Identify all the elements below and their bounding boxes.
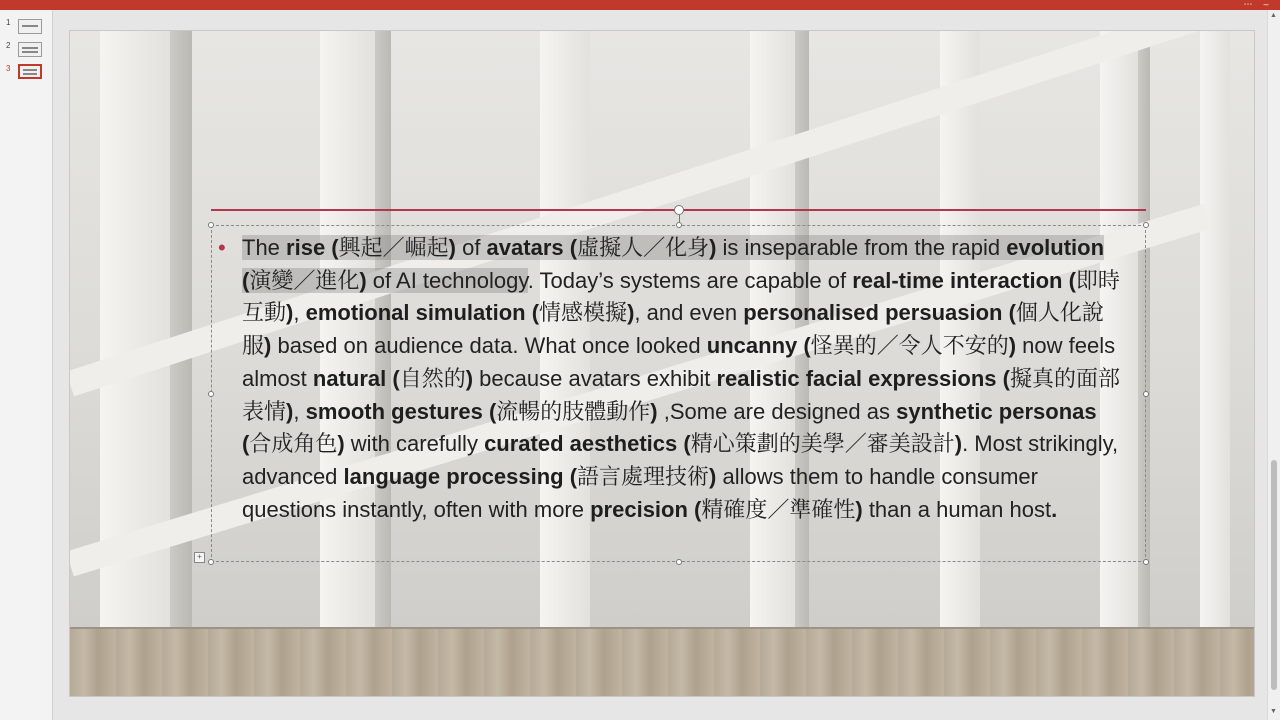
bold-term: real-time interaction (: [852, 267, 1076, 293]
slide-thumbnail-3[interactable]: [18, 64, 42, 79]
bold-term: natural (: [312, 365, 400, 391]
resize-handle-top[interactable]: [676, 222, 682, 228]
text-run: 精確度／準確性: [701, 496, 856, 522]
vertical-scrollbar[interactable]: [1267, 10, 1280, 720]
bold-term: language processing (: [343, 463, 578, 489]
text-run: 自然的: [399, 365, 466, 391]
bold-term: ): [286, 398, 294, 424]
resize-handle-right[interactable]: [1143, 391, 1149, 397]
text-run: 怪異的／令人不安的: [810, 333, 1009, 359]
text-run: . Most strikingly, advanced: [242, 431, 1119, 489]
text-run: based on audience data. What once looked: [271, 333, 707, 359]
bold-term: .: [1051, 496, 1058, 522]
slide-canvas[interactable]: [69, 30, 1255, 697]
rotate-handle-icon[interactable]: [674, 205, 684, 215]
body-paragraph[interactable]: [242, 232, 1132, 526]
scroll-up-icon[interactable]: ▲: [1270, 12, 1277, 19]
bold-term: emotional simulation (: [305, 300, 540, 326]
text-run: 虛擬人／化身: [577, 235, 710, 260]
text-run: 演變／進化: [249, 267, 360, 293]
resize-handle-bottom-right[interactable]: [1143, 559, 1149, 565]
text-run: 即時互動: [242, 267, 1120, 326]
bold-term: ): [650, 398, 658, 424]
text-run: than a human host: [862, 496, 1052, 522]
title-bar: [0, 0, 1280, 10]
text-run: now feels almost: [242, 333, 1116, 391]
layout-options-icon[interactable]: +: [194, 552, 205, 563]
bold-term: evolution (: [242, 235, 1105, 293]
text-run: is inseparable from the rapid: [716, 235, 1007, 260]
text-run: of: [455, 235, 487, 260]
bold-term: ): [465, 365, 474, 391]
resize-handle-top-right[interactable]: [1143, 222, 1149, 228]
bold-term: ): [709, 235, 717, 260]
text-run: . Today’s systems are capable of: [527, 267, 853, 293]
text-run: , and even: [634, 300, 744, 326]
text-run: with carefully: [344, 431, 485, 457]
bold-term: ): [337, 431, 345, 457]
text-run: 個人化說服: [242, 300, 1104, 359]
bold-term: (: [677, 431, 691, 457]
scroll-down-icon[interactable]: ▼: [1270, 708, 1277, 715]
text-run: 情感模擬: [539, 300, 628, 326]
text-run: 語言處理技術: [577, 463, 710, 489]
bold-term: ): [954, 431, 963, 457]
thumbnail-number: 3: [6, 64, 11, 73]
bullet-marker: •: [218, 235, 226, 260]
bold-term: ): [448, 235, 456, 260]
text-run: The: [242, 235, 287, 260]
bold-term: avatars (: [486, 235, 578, 260]
bold-term: synthetic personas (: [242, 398, 1097, 457]
resize-handle-bottom-left[interactable]: [208, 559, 214, 565]
resize-handle-left[interactable]: [208, 391, 214, 397]
minimize-button[interactable]: –: [1263, 0, 1269, 9]
bold-term: precision (: [590, 496, 702, 522]
background-pillar: [1200, 31, 1230, 627]
bold-term: curated aesthetics: [484, 431, 678, 457]
background-floor: [70, 627, 1254, 697]
text-run: 擬真的面部表情: [242, 365, 1120, 424]
text-run: allows them to handle consumer questions instantly, often with more: [242, 463, 1038, 522]
scrollbar-thumb[interactable]: [1271, 460, 1277, 690]
resize-handle-bottom[interactable]: [676, 559, 682, 565]
slide-thumbnail-2[interactable]: [18, 42, 42, 57]
text-run: 興起／崛起: [338, 235, 449, 260]
bold-term: uncanny (: [706, 333, 811, 359]
text-run: 合成角色: [249, 431, 338, 457]
thumbnail-number: 1: [6, 18, 11, 27]
bold-term: smooth gestures (: [305, 398, 497, 424]
more-options-button[interactable]: ⋯: [1243, 0, 1253, 9]
text-run: of AI technology: [366, 267, 528, 293]
thumbnail-number: 2: [6, 41, 11, 50]
bold-term: realistic facial expressions (: [716, 365, 1010, 391]
slide-thumbnail-1[interactable]: [18, 19, 42, 34]
bold-term: personalised persuasion (: [743, 300, 1016, 326]
text-run: ,Some are designed as: [657, 398, 897, 424]
bold-term: ): [359, 267, 367, 293]
bold-term: ): [627, 300, 635, 326]
bold-term: ): [264, 333, 272, 359]
text-run: 精心策劃的美學／審美設計: [690, 431, 955, 457]
bold-term: ): [709, 463, 717, 489]
text-run: 流暢的肢體動作: [496, 398, 651, 424]
bold-term: ): [1008, 333, 1017, 359]
resize-handle-top-left[interactable]: [208, 222, 214, 228]
slide-thumbnail-pane: [0, 10, 53, 720]
bold-term: rise (: [286, 235, 339, 260]
bold-term: ): [855, 496, 863, 522]
bold-term: ): [286, 300, 294, 326]
text-run: ,: [293, 300, 306, 326]
text-run: because avatars exhibit: [473, 365, 717, 391]
text-run: ,: [293, 398, 306, 424]
